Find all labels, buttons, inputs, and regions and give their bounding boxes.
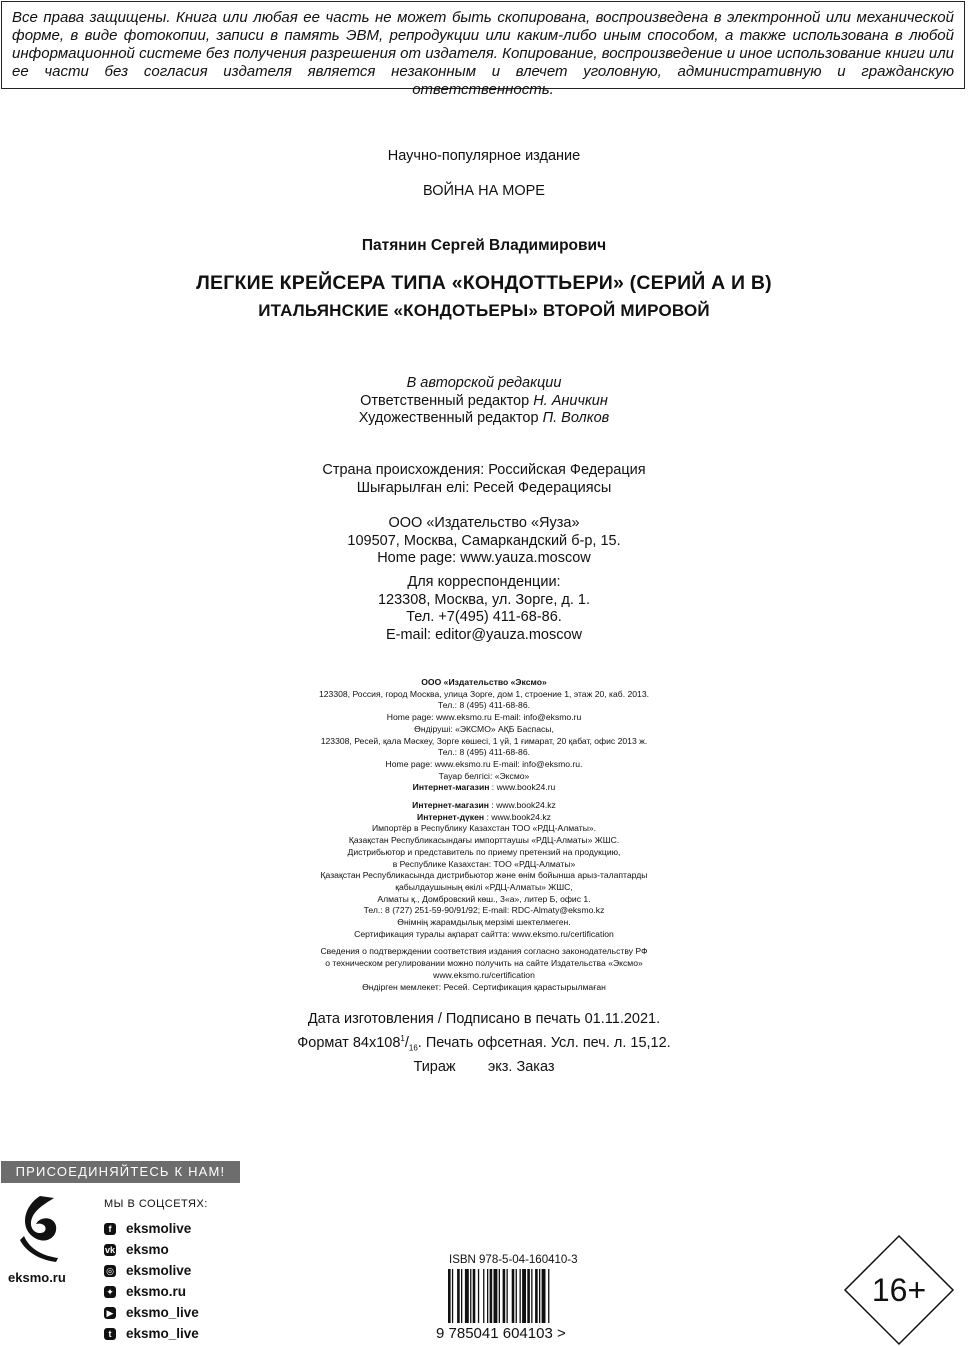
correspondence-info: Для корреспонденции: 123308, Москва, ул. Зорге, д. 1. Тел. +7(495) 411-68-86. E-mail: editor@yauza.moscow	[377, 574, 591, 643]
social-link-instagram[interactable]: ◎ eksmolive	[104, 1260, 199, 1281]
social-link-site[interactable]: ✦ eksmo.ru	[104, 1281, 199, 1302]
barcode-bar	[516, 1269, 517, 1323]
edition-type: Научно-популярное издание	[387, 148, 581, 164]
site-link[interactable]: eksmo.ru	[8, 1270, 66, 1285]
isbn: ISBN 978-5-04-160410-3	[449, 1254, 578, 1266]
social-title: МЫ В СОЦСЕТЯХ:	[104, 1198, 208, 1210]
age-rating-text: 16+	[871, 1272, 927, 1308]
barcode-bar	[520, 1269, 521, 1323]
barcode-bar	[452, 1269, 453, 1323]
youtube-icon: ▶	[104, 1307, 116, 1319]
barcode-bar	[461, 1269, 462, 1323]
series-name: ВОЙНА НА МОРЕ	[423, 183, 545, 199]
country-of-origin: Страна происхождения: Российская Федерация Шығарылған елі: Ресей Федерациясы	[322, 462, 646, 496]
barcode-bar	[490, 1269, 493, 1323]
social-link-facebook[interactable]: f eksmolive	[104, 1218, 199, 1239]
twitter-icon: t	[104, 1328, 116, 1340]
imprint-publisher-name: ООО «Издательство «Эксмо»	[421, 677, 547, 687]
editorial-credits	[0, 375, 968, 428]
barcode-bar	[473, 1269, 476, 1323]
barcode-bar	[542, 1269, 546, 1323]
print-details: Дата изготовления / Подписано в печать 01.11.2021. Формат $84x108^1/_{16}$. Печать офсетная. Усл. печ. л. 15,12. Тираж экз. Заказ	[0, 1010, 968, 1077]
barcode-bar	[448, 1269, 451, 1323]
book-title: ЛЕГКИЕ КРЕЙСЕРА ТИПА «КОНДОТТЬЕРИ» (СЕРИЙ А И B)	[196, 272, 772, 294]
barcode-bar	[483, 1269, 484, 1323]
barcode-bar	[503, 1269, 506, 1323]
barcode-bar	[478, 1269, 479, 1323]
barcode-bar	[531, 1269, 532, 1323]
barcode-bar	[522, 1269, 526, 1323]
social-list	[104, 1218, 199, 1344]
barcode-bar	[548, 1269, 549, 1323]
barcode-bar	[507, 1269, 508, 1323]
barcode-bar	[499, 1269, 500, 1323]
format-line: Формат $84x108^1/_{16}$. Печать офсетная. Усл. печ. л. 15,12.	[297, 1034, 671, 1053]
responsible-editor: Ответственный редактор Н. Аничкин	[360, 392, 608, 409]
editorial-note: В авторской редакции	[406, 375, 562, 391]
social-link-twitter[interactable]: t eksmo_live	[104, 1323, 199, 1344]
barcode-bar	[535, 1269, 538, 1323]
author-name: Патянин Сергей Владимирович	[361, 237, 607, 254]
eksmo-imprint: ООО «Издательство «Эксмо» 123308, Россия, город Москва, улица Зорге, дом 1, строение 1, этаж 20, каб. 2013. Тел.: 8 (495) 411-68-86. Home page: www.eksmo.ru E-mail: info@eksmo.ru Өндіруші: «ЭКСМО» АҚБ Баспасы, 123308, Ресей, қала Мәскеу, Зорге көшесі, 1 үй, 1 ғимарат, 20 қабат, офис 2013 ж. Тел.: 8 (495) 411-68-86. Home page: www.eksmo.ru E-mail: info@eksmo.ru. Тауар белгісі: «Эксмо» Интернет-магазин : www.book24.ru Интернет-магазин : www.book24.kz Интернет-дүкен : www.book24.kz Импортёр в Республику Казахстан ТОО «РДЦ-Алматы». Қазақстан Республикасындағы импорттаушы «РДЦ-Алматы» ЖШС. Дистрибьютор и представитель по приему претензий на продукцию, в Республике Казахстан: ТОО «РДЦ-Алматы» Қазақстан Республикасында дистрибьютор және өнім бойынша арыз-талаптарды қабылдаушының өкілі «РДЦ-Алматы» ЖШС, Алматы қ., Домбровский көш., 3«а», литер Б, офис 1. Тел.: 8 (727) 251-59-90/91/92; E-mail: RDC-Almaty@eksmo.kz Өнімнің жарамдылық мерзімі шектелмеген. Сертификация туралы ақпарат сайтта: www.eksmo.ru/certification Сведения о подтверждении соответствия издания согласно законодательству РФ о техническом регулировании можно получить на сайте Издательства «Эксмо» www.eksmo.ru/certification Өндірген мемлекет: Ресей. Сертификация қарастырылмаған	[0, 677, 968, 993]
publisher-info: ООО «Издательство «Яуза» 109507, Москва, Самаркандский б-р, 15. Home page: www.yauza.moscow	[347, 515, 621, 566]
book-subtitle: ИТАЛЬЯНСКИЕ «КОНДОТЬЕРЫ» ВТОРОЙ МИРОВОЙ	[258, 301, 710, 320]
barcode-bar	[487, 1269, 488, 1323]
barcode-digits: 9 785041 604103 >	[436, 1325, 566, 1341]
facebook-icon: f	[104, 1223, 116, 1235]
instagram-icon: ◎	[104, 1265, 116, 1277]
vk-icon: vk	[104, 1244, 115, 1255]
social-link-vk[interactable]: vk eksmo	[104, 1242, 169, 1257]
age-rating-badge	[843, 1234, 955, 1346]
eksmo-logo-icon	[14, 1192, 66, 1264]
barcode-bar	[512, 1269, 515, 1323]
online-shop-ru: Интернет-магазин : www.book24.ru	[412, 782, 556, 793]
barcode-bar	[527, 1269, 530, 1323]
barcode-bar	[457, 1269, 460, 1323]
barcode-bar	[465, 1269, 469, 1323]
eksmo-site-icon: ✦	[104, 1286, 116, 1298]
social-link-youtube[interactable]: ▶ eksmo_live	[104, 1302, 199, 1323]
copyright-notice: Все права защищены. Книга или любая ее часть не может быть скопирована, воспроизведена в электронной или механической форме, в виде фотокопии, записи в память ЭВМ, репродукции или каким-либо иным способом, а также использована в любой информационной системе без получения разрешения от издателя. Копирование, воспроизведение и иное использование книги или ее части без согласия издателя является незаконным и влечет уголовную, административную и гражданскую ответственность.	[1, 1, 965, 89]
art-editor: Художественный редактор П. Волков	[358, 410, 610, 426]
join-us-banner: ПРИСОЕДИНЯЙТЕСЬ К НАМ!	[1, 1161, 240, 1183]
online-shop-kz-kk: Интернет-дүкен : www.book24.kz	[417, 811, 551, 822]
barcode-bar	[539, 1269, 540, 1323]
online-shop-kz: Интернет-магазин : www.book24.kz	[412, 800, 556, 811]
barcode-bar	[494, 1269, 498, 1323]
barcode	[434, 1269, 614, 1341]
barcode-bar	[470, 1269, 471, 1323]
